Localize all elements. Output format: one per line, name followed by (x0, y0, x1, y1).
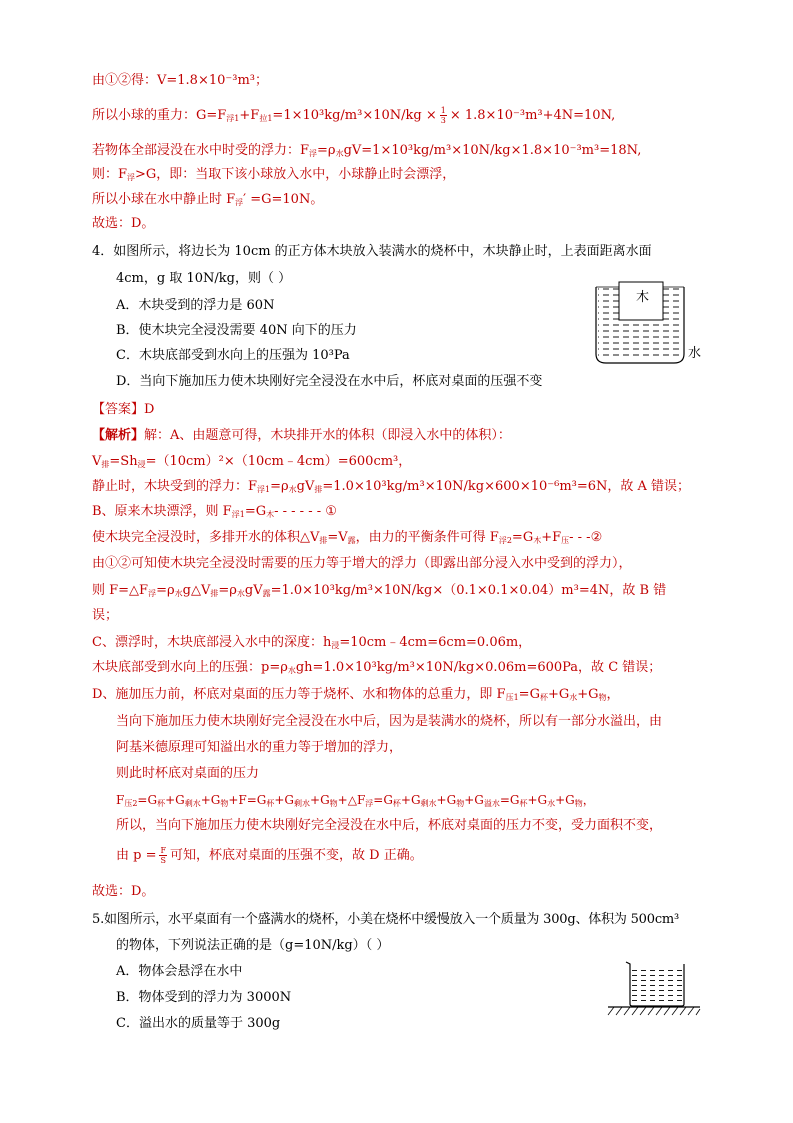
q5-option-a: A．物体会悬浮在水中 (116, 964, 243, 979)
prev-line-3: 若物体全部浸没在水中时受的浮力：$F_浮=\rho_水gV=1\times 10^3kg/m^3\times 10N/kg\times 1.8\times 10^{-3}m^3=18N$, (92, 143, 642, 158)
q4-analysis-18: 故选：D。 (92, 884, 155, 899)
prev-line-4: 则：$F_浮>G$，即：当取下该小球放入水中，小球静止时会漂浮， (92, 167, 456, 182)
q4-analysis-7: 则 $F=\triangle F_浮=\rho_水g\triangle V_排=\rho_水gV_露=1.0\times 10^3kg/m^3\times 10N/kg\times(0.1\times 0.1\times 0.04)m^3=4N$，故 B 错 (92, 583, 667, 598)
q5-option-b: B．物体受到的浮力为 3000N (116, 990, 292, 1005)
q4-analysis-16: 所以，当向下施加压力使木块刚好完全浸没在水中后，杯底对桌面的压力不变，受力面积不变， (116, 818, 663, 833)
q4-analysis-13: 阿基米德原理可知溢出水的重力等于增加的浮力， (116, 740, 403, 755)
prev-line-2: 所以小球的重力：$G=F_{浮1}+F_{拉1}=1\times 10^3kg/m^3\times 10N/kg$ × $\frac{1}{3}$ × 1.8×10⁻³m³+4N=10N, (92, 106, 616, 125)
fraction-f-over-s: $\frac{F}{S}$ (160, 846, 167, 865)
q4-analysis-3: 静止时，木块受到的浮力：$F_{浮1}=\rho_水gV_排=1.0\times 10^3kg/m^3\times 10N/kg\times 600\times 10^{-6}m^3=6N$，故 A 错误； (92, 479, 691, 494)
q4-analysis-8: 误； (92, 608, 119, 623)
prev-line-1: 由①②得：V=1.8×10⁻³m³； (92, 73, 269, 88)
q4-stem-line-2: 4cm，g 取 10N/kg，则（ ） (116, 271, 292, 286)
q4-analysis-1: 【解析】解：A、由题意可得，木块排开水的体积（即浸入水中的体积）： (92, 428, 511, 443)
q4-analysis-4: B、原来木块漂浮，则 $F_{浮1}=G_木-$ - - - - - ① (92, 504, 337, 519)
q4-stem-line-1: 4．如图所示，将边长为 10cm 的正方体木块放入装满水的烧杯中，木块静止时，上表面距离水面 (92, 244, 652, 259)
q4-analysis-6: 由①②可知使木块完全浸没时需要的压力等于增大的浮力（即露出部分浸入水中受到的浮力）， (92, 556, 632, 571)
q4-analysis-5: 使木块完全浸没时，多排开水的体积$\triangle V_排=V_露$，由力的平衡条件可得 $F_{浮2}=G_木+F_压-$ - -② (92, 530, 603, 545)
fraction-one-third: $\frac{1}{3}$ (440, 106, 446, 125)
prev-line-5: 所以小球在水中静止时 $F_浮' =G=10N$。 (92, 192, 324, 207)
q4-analysis-15: $F_{压2}=G_杯+G_{剩水}+G_物+F=G_杯+G_{剩水}+G_物+\triangle F_浮=G_杯+G_{剩水}+G_物+G_{溢水}=G_杯+G_水+G_物$， (116, 793, 595, 808)
beaker-on-table-figure (604, 958, 704, 1020)
q5-option-c: C．溢出水的质量等于 300g (116, 1016, 281, 1031)
q4-analysis-9: C、漂浮时，木块底部浸入水中的深度：$h_浸=10cm﹣4cm=6cm=0.06m$， (92, 635, 532, 650)
q5-stem-line-1: 5.如图所示，水平桌面有一个盛满水的烧杯，小美在烧杯中缓慢放入一个质量为 300g、体积为 500cm³ (92, 912, 680, 927)
q4-analysis-12: 当向下施加压力使木块刚好完全浸没在水中后，因为是装满水的烧杯，所以有一部分水溢出，由 (116, 714, 663, 729)
q4-analysis-2: $V_排=Sh_浸=(10cm)^2\times(10cm﹣4cm)=600cm^3$， (92, 454, 412, 469)
q4-analysis-17: 由 p = $\frac{F}{S}$ 可知，杯底对桌面的压强不变，故 D 正确。 (116, 846, 423, 865)
q4-option-c: C．木块底部受到水向上的压强为 10³Pa (116, 348, 350, 363)
q4-analysis-10: 木块底部受到水向上的压强：$p=\rho_水gh=1.0\times 10^3kg/m^3\times 10N/kg\times 0.06m=600Pa$，故 C 错误； (92, 660, 662, 675)
q4-answer: 【答案】D (92, 402, 155, 417)
q4-option-a: A．木块受到的浮力是 60N (116, 298, 275, 313)
water-label: 水 (688, 346, 702, 361)
q4-analysis-14: 则此时杯底对桌面的压力 (116, 766, 260, 781)
prev-line-6: 故选：D。 (92, 216, 155, 231)
q4-option-b: B．使木块完全浸没需要 40N 向下的压力 (116, 323, 357, 338)
q5-stem-line-2: 的物体，下列说法正确的是（g=10N/kg）（ ） (116, 938, 390, 953)
q4-option-d: D．当向下施加压力使木块刚好完全浸没在水中后，杯底对桌面的压强不变 (116, 374, 543, 389)
block-label: 木 (636, 290, 650, 305)
q4-analysis-11: D、施加压力前，杯底对桌面的压力等于烧杯、水和物体的总重力，即 $F_{压1}=G_杯+G_水+G_物$， (92, 687, 620, 702)
